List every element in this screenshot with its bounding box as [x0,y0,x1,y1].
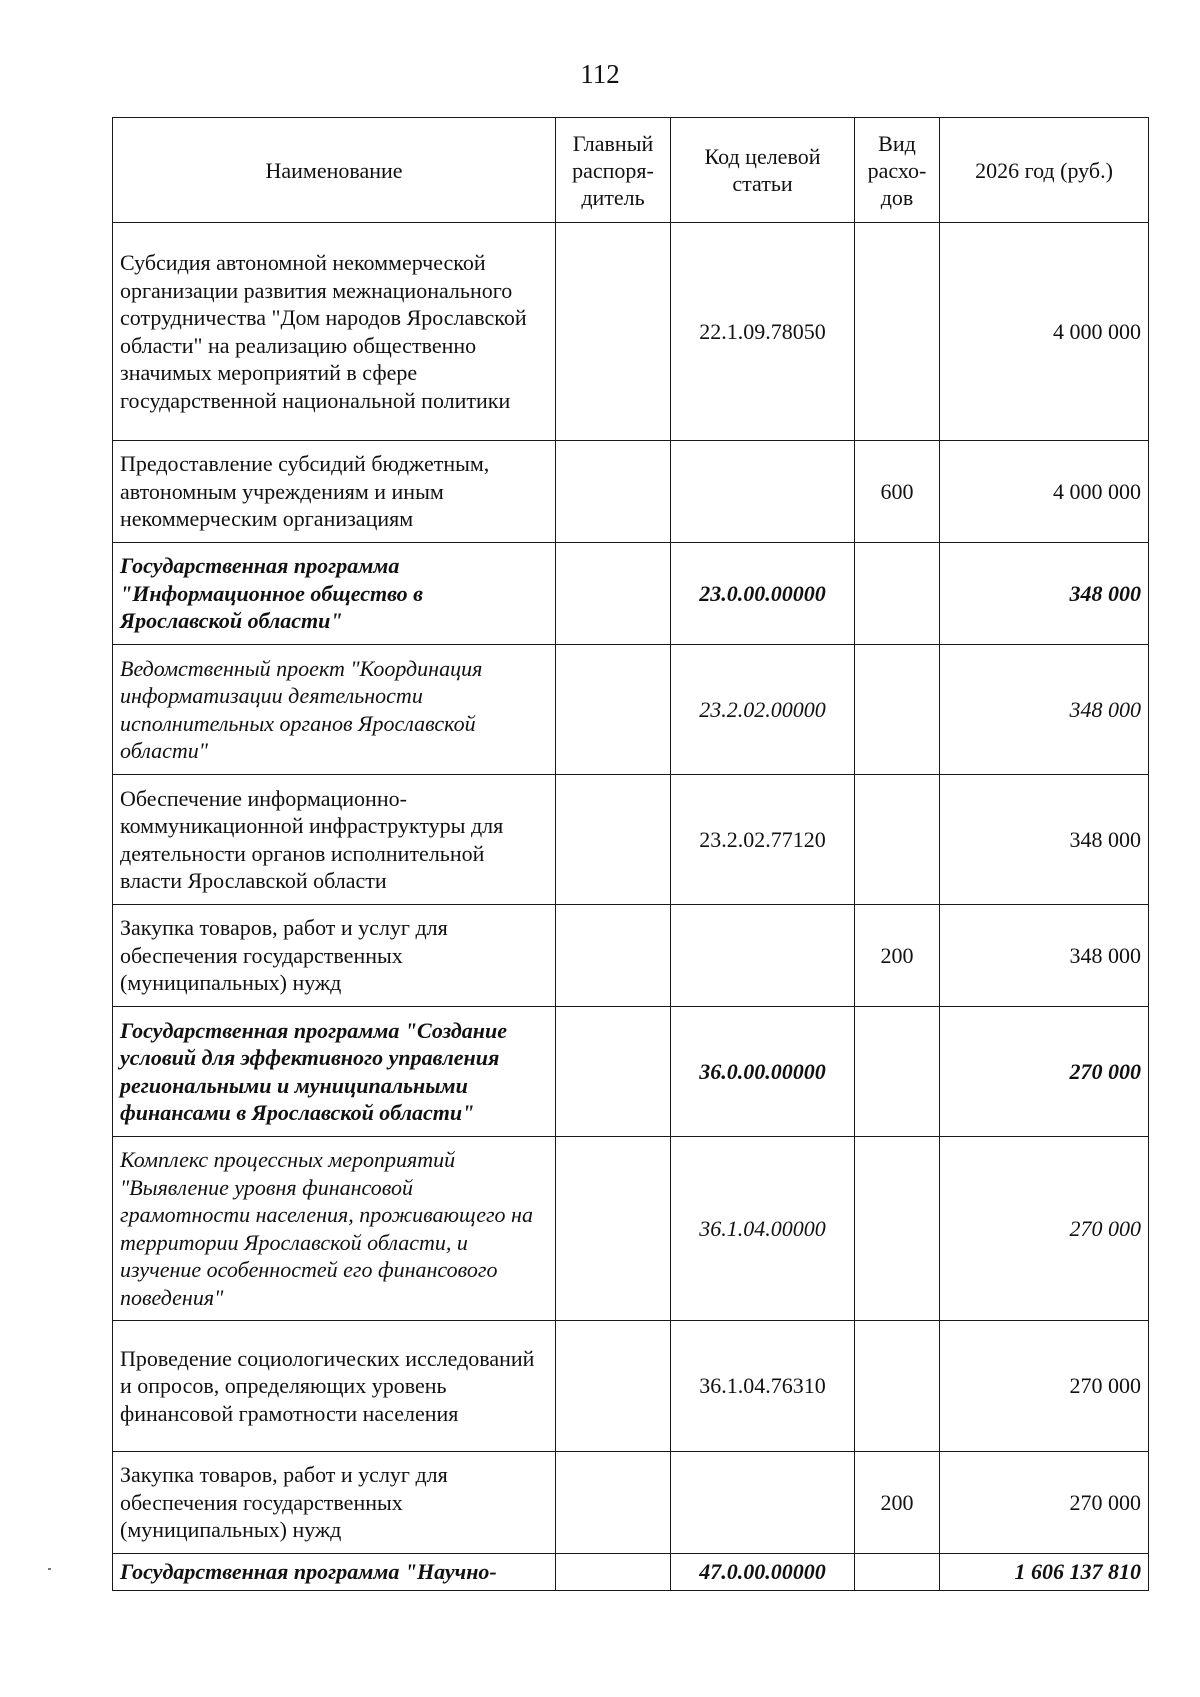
row-type [855,1554,940,1591]
row-name: Предоставление субсидий бюджетным, автономным учреждениям и иным некоммерческим организациям [113,441,556,543]
row-amount: 270 000 [940,1452,1149,1554]
table-row [113,645,1149,775]
row-admin [556,1137,671,1321]
row-admin [556,441,671,543]
row-code: 23.0.00.00000 [671,543,855,645]
row-name: Комплекс процессных мероприятий "Выявление уровня финансовой грамотности населения, проживающего на территории Ярославской области, и изучение особенностей его финансового поведения" [113,1137,556,1321]
header-code: Код целевой статьи [671,118,855,223]
row-type: 200 [855,1452,940,1554]
row-admin [556,1007,671,1137]
row-admin [556,543,671,645]
table-row [113,1137,1149,1321]
row-type [855,223,940,441]
row-amount: 348 000 [940,905,1149,1007]
row-code [671,1452,855,1554]
budget-table [112,117,1149,1591]
row-name: Государственная программа "Научно- [113,1554,556,1591]
row-name: Закупка товаров, работ и услуг для обеспечения государственных (муниципальных) нужд [113,1452,556,1554]
row-type [855,1007,940,1137]
row-amount: 348 000 [940,775,1149,905]
row-amount: 4 000 000 [940,223,1149,441]
row-name: Государственная программа "Информационное общество в Ярославской области" [113,543,556,645]
table-row [113,775,1149,905]
row-amount: 1 606 137 810 [940,1554,1149,1591]
scan-speck [48,1568,51,1570]
table-row [113,1321,1149,1452]
row-code: 36.1.04.76310 [671,1321,855,1452]
row-type [855,1137,940,1321]
row-code: 47.0.00.00000 [671,1554,855,1591]
row-admin [556,223,671,441]
row-code: 36.1.04.00000 [671,1137,855,1321]
row-type [855,775,940,905]
row-admin [556,775,671,905]
table-row [113,1452,1149,1554]
row-amount: 348 000 [940,645,1149,775]
row-code: 23.2.02.77120 [671,775,855,905]
header-amount: 2026 год (руб.) [940,118,1149,223]
row-name: Субсидия автономной некоммерческой организации развития межнационального сотрудничества "Дом народов Ярославской области" на реализацию общественно значимых мероприятий в сфере государственной национальной политики [113,223,556,441]
table-row [113,223,1149,441]
row-amount: 270 000 [940,1007,1149,1137]
table-row [113,1554,1149,1591]
row-type: 200 [855,905,940,1007]
header-row [113,118,1149,223]
row-name: Государственная программа "Создание условий для эффективного управления региональными и муниципальными финансами в Ярославской области" [113,1007,556,1137]
row-code [671,905,855,1007]
table-row [113,1007,1149,1137]
row-admin [556,1554,671,1591]
table-body [113,223,1149,1591]
row-amount: 348 000 [940,543,1149,645]
row-code: 36.0.00.00000 [671,1007,855,1137]
row-amount: 270 000 [940,1321,1149,1452]
row-admin [556,905,671,1007]
row-amount: 270 000 [940,1137,1149,1321]
table-row [113,905,1149,1007]
row-code [671,441,855,543]
table-row [113,441,1149,543]
row-code: 23.2.02.00000 [671,645,855,775]
page-number: 112 [580,59,620,89]
row-type [855,645,940,775]
row-amount: 4 000 000 [940,441,1149,543]
row-admin [556,645,671,775]
row-admin [556,1452,671,1554]
row-type [855,543,940,645]
row-name: Обеспечение информационно-коммуникационной инфраструктуры для деятельности органов исполнительной власти Ярославской области [113,775,556,905]
row-type: 600 [855,441,940,543]
row-type [855,1321,940,1452]
header-admin: Главный распоря-дитель [556,118,671,223]
row-name: Проведение социологических исследований и опросов, определяющих уровень финансовой грамотности населения [113,1321,556,1452]
header-type: Вид расхо-дов [855,118,940,223]
row-code: 22.1.09.78050 [671,223,855,441]
table-header [113,118,1149,223]
row-admin [556,1321,671,1452]
row-name: Ведомственный проект "Координация информатизации деятельности исполнительных органов Ярославской области" [113,645,556,775]
table-row [113,543,1149,645]
header-name: Наименование [113,118,556,223]
row-name: Закупка товаров, работ и услуг для обеспечения государственных (муниципальных) нужд [113,905,556,1007]
